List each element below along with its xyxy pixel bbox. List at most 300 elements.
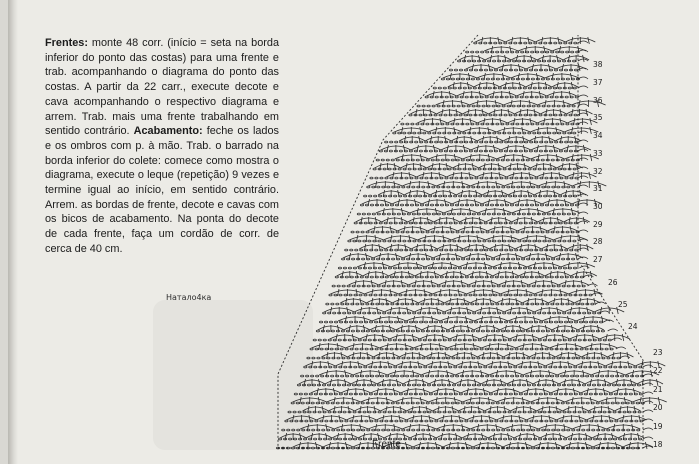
chain-stitch (497, 105, 500, 107)
stitch-post (579, 100, 581, 107)
chain-stitch (488, 240, 491, 242)
chain-stitch (385, 420, 388, 422)
chain-stitch (464, 366, 467, 368)
chain-stitch (454, 195, 457, 197)
chain-stitch (424, 222, 427, 224)
stitch-post (553, 208, 555, 215)
chain-stitch (352, 384, 355, 386)
stitch-row (332, 280, 597, 287)
chain-stitch (437, 429, 440, 431)
instructions-heading-fronts: Frentes: (45, 37, 88, 49)
chain-stitch (550, 249, 553, 251)
chain-stitch (364, 222, 367, 224)
chain-stitch (486, 78, 489, 80)
chain-stitch (532, 429, 535, 431)
chain-stitch (557, 186, 560, 188)
chain-stitch (379, 195, 382, 197)
chain-stitch (539, 393, 542, 395)
chain-stitch (574, 42, 577, 44)
chain-stitch (528, 411, 531, 413)
row-turn-chain (578, 59, 588, 61)
chain-stitch (396, 402, 399, 404)
stitch-post (477, 181, 479, 188)
chain-stitch (518, 168, 521, 170)
chain-stitch (414, 195, 417, 197)
chain-stitch (410, 348, 413, 350)
chain-stitch (502, 258, 505, 260)
chain-stitch (521, 78, 524, 80)
chain-stitch (442, 258, 445, 260)
chain-stitch (555, 420, 558, 422)
chain-stitch (543, 411, 546, 413)
chain-stitch (480, 249, 483, 251)
row-turn-chain (578, 50, 588, 52)
chain-stitch (471, 78, 474, 80)
chain-stitch (528, 339, 531, 341)
chain-stitch (422, 429, 425, 431)
chain-stitch (560, 276, 563, 278)
chain-stitch (562, 186, 565, 188)
chain-stitch (588, 411, 591, 413)
chain-stitch (533, 240, 536, 242)
chain-stitch (425, 348, 428, 350)
chain-stitch (335, 420, 338, 422)
chain-stitch (476, 123, 479, 125)
chain-stitch (515, 276, 518, 278)
chain-stitch (448, 132, 451, 134)
chain-stitch (424, 321, 427, 323)
chain-stitch (549, 438, 552, 440)
chain-stitch (389, 321, 392, 323)
chain-stitch (404, 321, 407, 323)
chain-stitch (442, 213, 445, 215)
chain-stitch (462, 213, 465, 215)
chain-stitch (595, 348, 598, 350)
chain-stitch (575, 96, 578, 98)
chain-stitch (441, 402, 444, 404)
chain-stitch (413, 132, 416, 134)
chain-stitch (484, 321, 487, 323)
chain-stitch (333, 312, 336, 314)
chain-stitch (458, 339, 461, 341)
chain-stitch (487, 384, 490, 386)
chain-stitch (341, 375, 344, 377)
chain-stitch (370, 276, 373, 278)
chain-stitch (345, 420, 348, 422)
chain-stitch (430, 276, 433, 278)
chain-stitch (398, 168, 401, 170)
chain-stitch (418, 267, 421, 269)
chain-stitch (566, 231, 569, 233)
chain-stitch (361, 375, 364, 377)
chain-stitch (639, 393, 642, 395)
chain-stitch (473, 87, 476, 89)
chain-stitch (331, 303, 334, 305)
chain-stitch (499, 222, 502, 224)
stitch-row (326, 298, 606, 305)
chain-stitch (327, 357, 330, 359)
chain-stitch (367, 285, 370, 287)
chain-stitch (316, 330, 319, 332)
chain-stitch (418, 339, 421, 341)
chain-stitch (605, 420, 608, 422)
chain-stitch (572, 186, 575, 188)
chain-stitch (334, 366, 337, 368)
chain-stitch (559, 222, 562, 224)
chain-stitch (352, 258, 355, 260)
chain-stitch (437, 285, 440, 287)
chain-stitch (524, 294, 527, 296)
chain-stitch (435, 177, 438, 179)
chain-stitch (485, 249, 488, 251)
chain-stitch (432, 186, 435, 188)
chain-stitch (408, 339, 411, 341)
row-turn-chain (608, 329, 618, 331)
stitch-post (390, 289, 392, 296)
chain-stitch (574, 69, 577, 71)
chain-stitch (502, 384, 505, 386)
chain-stitch (490, 249, 493, 251)
chain-stitch (484, 69, 487, 71)
stitch-post (430, 136, 432, 143)
chain-stitch (311, 402, 314, 404)
chain-stitch (439, 222, 442, 224)
row-number-28: 28 (593, 237, 603, 247)
chain-stitch (413, 240, 416, 242)
chain-stitch (524, 366, 527, 368)
chain-stitch (555, 96, 558, 98)
chain-stitch (338, 339, 341, 341)
chain-stitch (339, 321, 342, 323)
chain-stitch (541, 51, 544, 53)
chain-stitch (426, 303, 429, 305)
chain-stitch (587, 357, 590, 359)
chain-stitch (438, 339, 441, 341)
stitch-post (524, 163, 526, 170)
chain-stitch (571, 303, 574, 305)
chain-stitch (380, 348, 383, 350)
chain-stitch (512, 429, 515, 431)
chain-stitch (493, 267, 496, 269)
chain-stitch (428, 240, 431, 242)
chain-stitch (508, 87, 511, 89)
chain-stitch (489, 294, 492, 296)
chain-stitch (490, 204, 493, 206)
chain-stitch (560, 348, 563, 350)
chain-stitch (448, 87, 451, 89)
chain-stitch (576, 375, 579, 377)
chain-stitch (467, 213, 470, 215)
chain-stitch (558, 132, 561, 134)
chain-stitch (560, 204, 563, 206)
chain-stitch (451, 375, 454, 377)
chain-stitch (508, 60, 511, 62)
chain-stitch (480, 348, 483, 350)
chain-stitch (384, 321, 387, 323)
chain-stitch (469, 114, 472, 116)
stitch-post (374, 406, 376, 413)
chain-stitch (495, 348, 498, 350)
row-number-18: 18 (653, 440, 663, 449)
chain-stitch (371, 402, 374, 404)
chain-stitch (485, 141, 488, 143)
chain-stitch (459, 393, 462, 395)
chain-stitch (463, 240, 466, 242)
chain-stitch (346, 402, 349, 404)
chain-stitch (329, 393, 332, 395)
stitch-post (552, 73, 554, 80)
chain-stitch (479, 393, 482, 395)
chain-stitch (552, 357, 555, 359)
chain-stitch (328, 411, 331, 413)
row-number-26: 26 (608, 278, 618, 287)
chain-stitch (376, 159, 379, 161)
chain-stitch (595, 420, 598, 422)
chain-stitch (411, 375, 414, 377)
row-turn-chain (643, 428, 653, 430)
row-turn-chain (587, 284, 597, 286)
chain-stitch (525, 348, 528, 350)
stitch-post (579, 181, 581, 188)
chain-stitch (296, 402, 299, 404)
chain-stitch (567, 105, 570, 107)
chain-stitch (542, 429, 545, 431)
chain-stitch (397, 357, 400, 359)
chain-stitch (317, 357, 320, 359)
row-number-27: 27 (593, 255, 603, 264)
chain-stitch (468, 339, 471, 341)
chain-stitch (399, 321, 402, 323)
chain-stitch (294, 438, 297, 440)
chain-stitch (547, 105, 550, 107)
chain-stitch (403, 411, 406, 413)
chain-stitch (359, 321, 362, 323)
chain-stitch (506, 159, 509, 161)
chain-stitch (429, 222, 432, 224)
chain-stitch (492, 429, 495, 431)
chain-stitch (428, 411, 431, 413)
chain-stitch (393, 132, 396, 134)
chain-stitch (354, 366, 357, 368)
chain-stitch (453, 168, 456, 170)
chain-stitch (419, 321, 422, 323)
chain-stitch (475, 177, 478, 179)
chain-stitch (450, 348, 453, 350)
chain-stitch (541, 402, 544, 404)
chain-stitch (351, 231, 354, 233)
chain-stitch (326, 402, 329, 404)
chain-stitch (536, 375, 539, 377)
chain-stitch (379, 393, 382, 395)
chain-stitch (574, 321, 577, 323)
chain-stitch (424, 366, 427, 368)
chain-stitch (506, 231, 509, 233)
chain-stitch (585, 420, 588, 422)
chain-stitch (455, 177, 458, 179)
chain-stitch (496, 78, 499, 80)
stitch-post (402, 397, 404, 404)
chain-stitch (444, 114, 447, 116)
chain-stitch (551, 402, 554, 404)
chain-stitch (382, 429, 385, 431)
chain-stitch (507, 213, 510, 215)
chain-stitch (504, 114, 507, 116)
chain-stitch (451, 402, 454, 404)
chain-stitch (304, 366, 307, 368)
chain-stitch (341, 330, 344, 332)
chain-stitch (380, 204, 383, 206)
chain-stitch (567, 213, 570, 215)
chain-stitch (538, 60, 541, 62)
chain-stitch (493, 312, 496, 314)
chain-stitch (427, 285, 430, 287)
stitch-row (351, 226, 588, 233)
chain-stitch (353, 411, 356, 413)
chain-stitch (469, 438, 472, 440)
chain-stitch (474, 69, 477, 71)
chain-stitch (513, 60, 516, 62)
row-turn-chain (612, 338, 622, 340)
chain-stitch (289, 438, 292, 440)
chain-stitch (428, 132, 431, 134)
chain-stitch (511, 78, 514, 80)
chain-stitch (513, 267, 516, 269)
chain-stitch (533, 312, 536, 314)
chain-stitch (409, 294, 412, 296)
chain-stitch (522, 105, 525, 107)
chain-stitch (596, 402, 599, 404)
chain-stitch (484, 222, 487, 224)
stitch-post (579, 379, 581, 386)
chain-stitch (456, 231, 459, 233)
chain-stitch (328, 339, 331, 341)
chain-stitch (547, 357, 550, 359)
chain-stitch (564, 321, 567, 323)
chain-stitch (544, 321, 547, 323)
chain-stitch (632, 384, 635, 386)
chain-stitch (388, 411, 391, 413)
chain-stitch (529, 150, 532, 152)
chain-stitch (299, 393, 302, 395)
chain-stitch (433, 312, 436, 314)
chain-stitch (526, 123, 529, 125)
stitch-post (484, 262, 486, 269)
chain-stitch (329, 438, 332, 440)
chain-stitch (530, 141, 533, 143)
chain-stitch (539, 114, 542, 116)
chain-stitch (479, 294, 482, 296)
chain-stitch (394, 321, 397, 323)
chain-stitch (396, 159, 399, 161)
chain-stitch (411, 330, 414, 332)
row-turn-chain (578, 167, 588, 169)
chain-stitch (436, 303, 439, 305)
chain-stitch (543, 87, 546, 89)
chain-stitch (566, 123, 569, 125)
chain-stitch (494, 114, 497, 116)
chain-stitch (528, 60, 531, 62)
stitch-post (515, 316, 517, 323)
chain-stitch (456, 402, 459, 404)
chain-stitch (577, 357, 580, 359)
chain-stitch (449, 222, 452, 224)
chain-stitch (445, 420, 448, 422)
stitch-post (450, 190, 452, 197)
chain-stitch (629, 393, 632, 395)
chain-stitch (551, 159, 554, 161)
chain-stitch (443, 267, 446, 269)
chain-stitch (552, 186, 555, 188)
chain-stitch (405, 276, 408, 278)
chain-stitch (477, 105, 480, 107)
stitch-row (370, 172, 597, 179)
chain-stitch (454, 438, 457, 440)
chain-stitch (459, 114, 462, 116)
stitch-post (352, 397, 354, 404)
chain-stitch (474, 222, 477, 224)
chain-stitch (453, 312, 456, 314)
chain-stitch (323, 339, 326, 341)
stitch-row (342, 253, 589, 260)
chain-stitch (422, 357, 425, 359)
stitch-post (583, 145, 585, 152)
chain-stitch (533, 60, 536, 62)
chain-stitch (547, 384, 550, 386)
chain-stitch (343, 267, 346, 269)
chain-stitch (532, 258, 535, 260)
row-turn-chain (643, 410, 653, 412)
chain-stitch (295, 420, 298, 422)
chain-stitch (563, 240, 566, 242)
chain-stitch (358, 240, 361, 242)
chain-stitch (564, 294, 567, 296)
chain-stitch (362, 258, 365, 260)
chain-stitch (547, 186, 550, 188)
stitch-row (338, 262, 595, 269)
chain-stitch (403, 132, 406, 134)
chain-stitch (563, 60, 566, 62)
chain-stitch (398, 132, 401, 134)
stitch-post (590, 127, 592, 134)
chain-stitch (410, 204, 413, 206)
chain-stitch (406, 402, 409, 404)
chain-stitch (466, 303, 469, 305)
chain-stitch (447, 186, 450, 188)
chain-stitch (524, 42, 527, 44)
stitch-row (385, 136, 588, 143)
chain-stitch (586, 402, 589, 404)
chain-stitch (479, 438, 482, 440)
chain-stitch (535, 276, 538, 278)
chain-stitch (504, 321, 507, 323)
chain-stitch (554, 42, 557, 44)
chain-stitch (538, 168, 541, 170)
chain-stitch (413, 267, 416, 269)
chain-stitch (482, 429, 485, 431)
chain-stitch (475, 420, 478, 422)
stitch-post (454, 127, 456, 134)
chain-stitch (494, 366, 497, 368)
chain-stitch (403, 267, 406, 269)
chain-stitch (474, 42, 477, 44)
chain-stitch (534, 69, 537, 71)
chain-stitch (415, 177, 418, 179)
chain-stitch (437, 105, 440, 107)
chain-stitch (458, 132, 461, 134)
chain-stitch (515, 249, 518, 251)
chain-stitch (565, 141, 568, 143)
chain-stitch (496, 303, 499, 305)
